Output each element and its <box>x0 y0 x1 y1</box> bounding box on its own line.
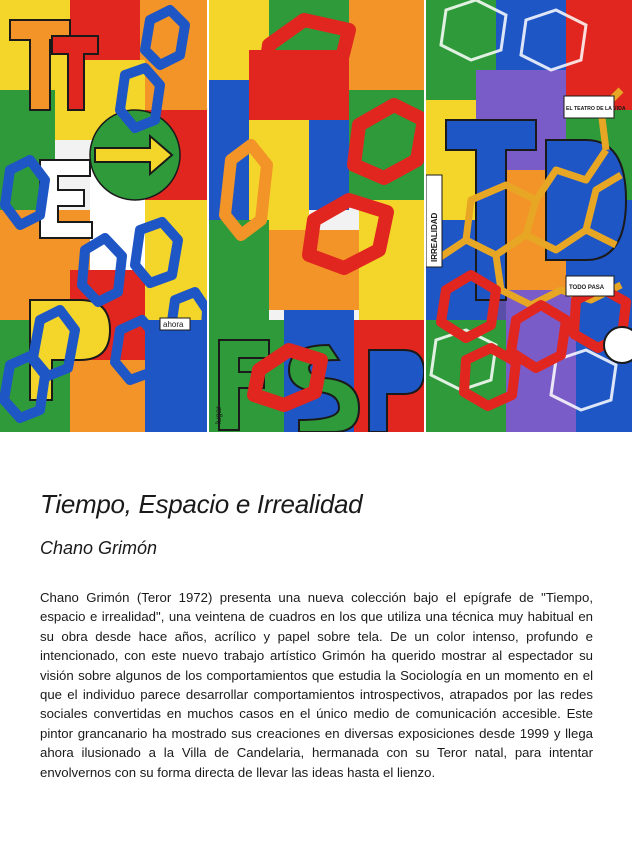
panel-label-irrealidad: IRREALIDAD <box>430 212 439 262</box>
painting-panel-center <box>209 0 424 432</box>
article-title: Tiempo, Espacio e Irrealidad <box>40 489 363 519</box>
article-body: Chano Grimón (Teror 1972) presenta una nueva colección bajo el epígrafe de "Tiempo, espacio e irrealidad", una veintena de cuadros en los que utiliza una técnica muy habitual en su obra desde hace años, acrílico y papel sobre tela. De un color intenso, profundo e intencionado, con este nuevo trabajo artístico Grimón ha querido mostrar al espectador su visión sobre algunos de los comportamientos que estudia la Sociología en un momento en el que el individuo parece desarrollar comportamientos introspectivos, atrapados por las redes sociales convertidas en muchos casos en el único medio de comunicación accesible. Este pintor grancanario ha mostrado sus creaciones en diversas exposiciones desde 1999 y llega ahora ilusionado a la Villa de Candelaria, hermanada con su Teror natal, para intentar envolvernos con su forma directa de llevar las ideas hasta el lienzo. <box>40 590 593 780</box>
panel-label-todo-pasa: TODO PASA <box>569 285 605 291</box>
painting-panel-right <box>426 0 632 432</box>
painting-panel-left <box>0 0 207 432</box>
panel-label-teatro: EL TEATRO DE LA VIDA <box>566 106 626 112</box>
article-author: Chano Grimón <box>40 538 158 558</box>
panel-label-lugar: lugar <box>214 406 223 424</box>
panel-label-ahora: ahora <box>163 320 184 329</box>
